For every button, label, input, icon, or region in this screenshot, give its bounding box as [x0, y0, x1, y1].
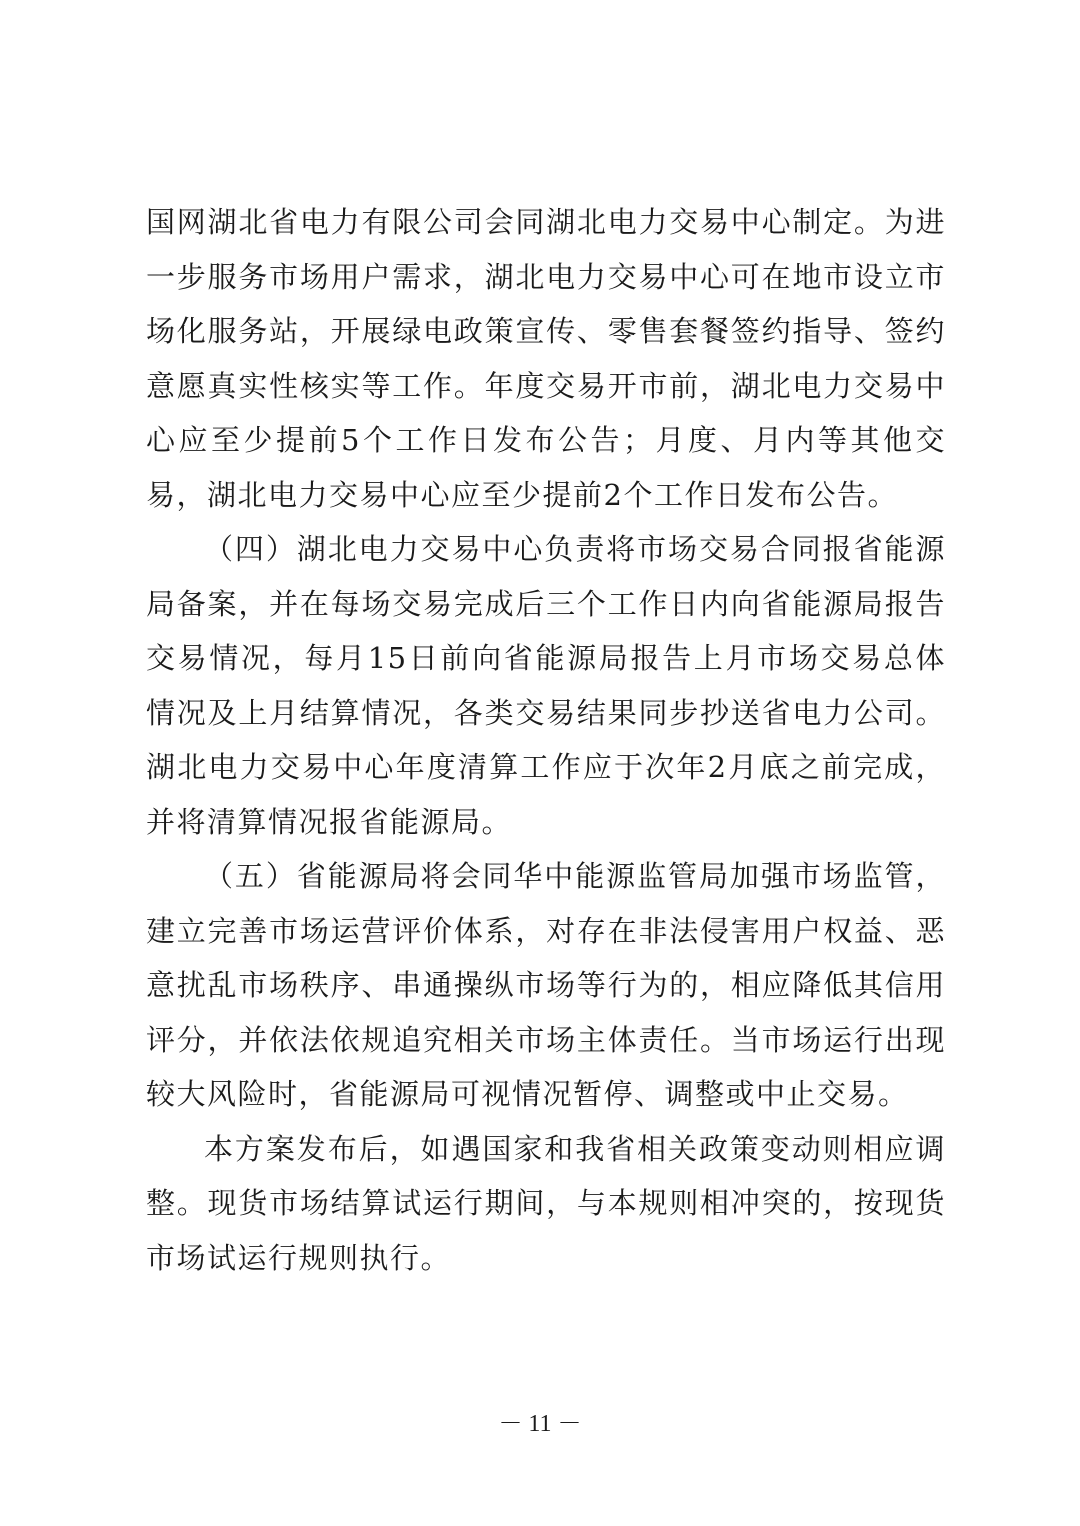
- paragraph-section-4: （四）湖北电力交易中心负责将市场交易合同报省能源局备案，并在每场交易完成后三个工作日内向省能源局报告交易情况，每月15日前向省能源局报告上月市场交易总体情况及上月结算情况，各类交易结果同步抄送省电力公司。湖北电力交易中心年度清算工作应于次年2月底之前完成，并将清算情况报省能源局。: [146, 532, 946, 839]
- paragraph-closing: 本方案发布后，如遇国家和我省相关政策变动则相应调整。现货市场结算试运行期间，与本规则相冲突的，按现货市场试运行规则执行。: [146, 1131, 946, 1275]
- page-number: － 11 －: [498, 1411, 582, 1437]
- paragraph-section-5: （五）省能源局将会同华中能源监管局加强市场监管，建立完善市场运营评价体系，对存在非法侵害用户权益、恶意扰乱市场秩序、串通操纵市场等行为的，相应降低其信用评分，并依法依规追究相关市场主体责任。当市场运行出现较大风险时，省能源局可视情况暂停、调整或中止交易。: [146, 859, 946, 1111]
- paragraph-continuation: 国网湖北省电力有限公司会同湖北电力交易中心制定。为进一步服务市场用户需求，湖北电力交易中心可在地市设立市场化服务站，开展绿电政策宣传、零售套餐签约指导、签约意愿真实性核实等工作。年度交易开市前，湖北电力交易中心应至少提前5个工作日发布公告；月度、月内等其他交易，湖北电力交易中心应至少提前2个工作日发布公告。: [146, 205, 946, 512]
- document-body: [146, 195, 946, 1285]
